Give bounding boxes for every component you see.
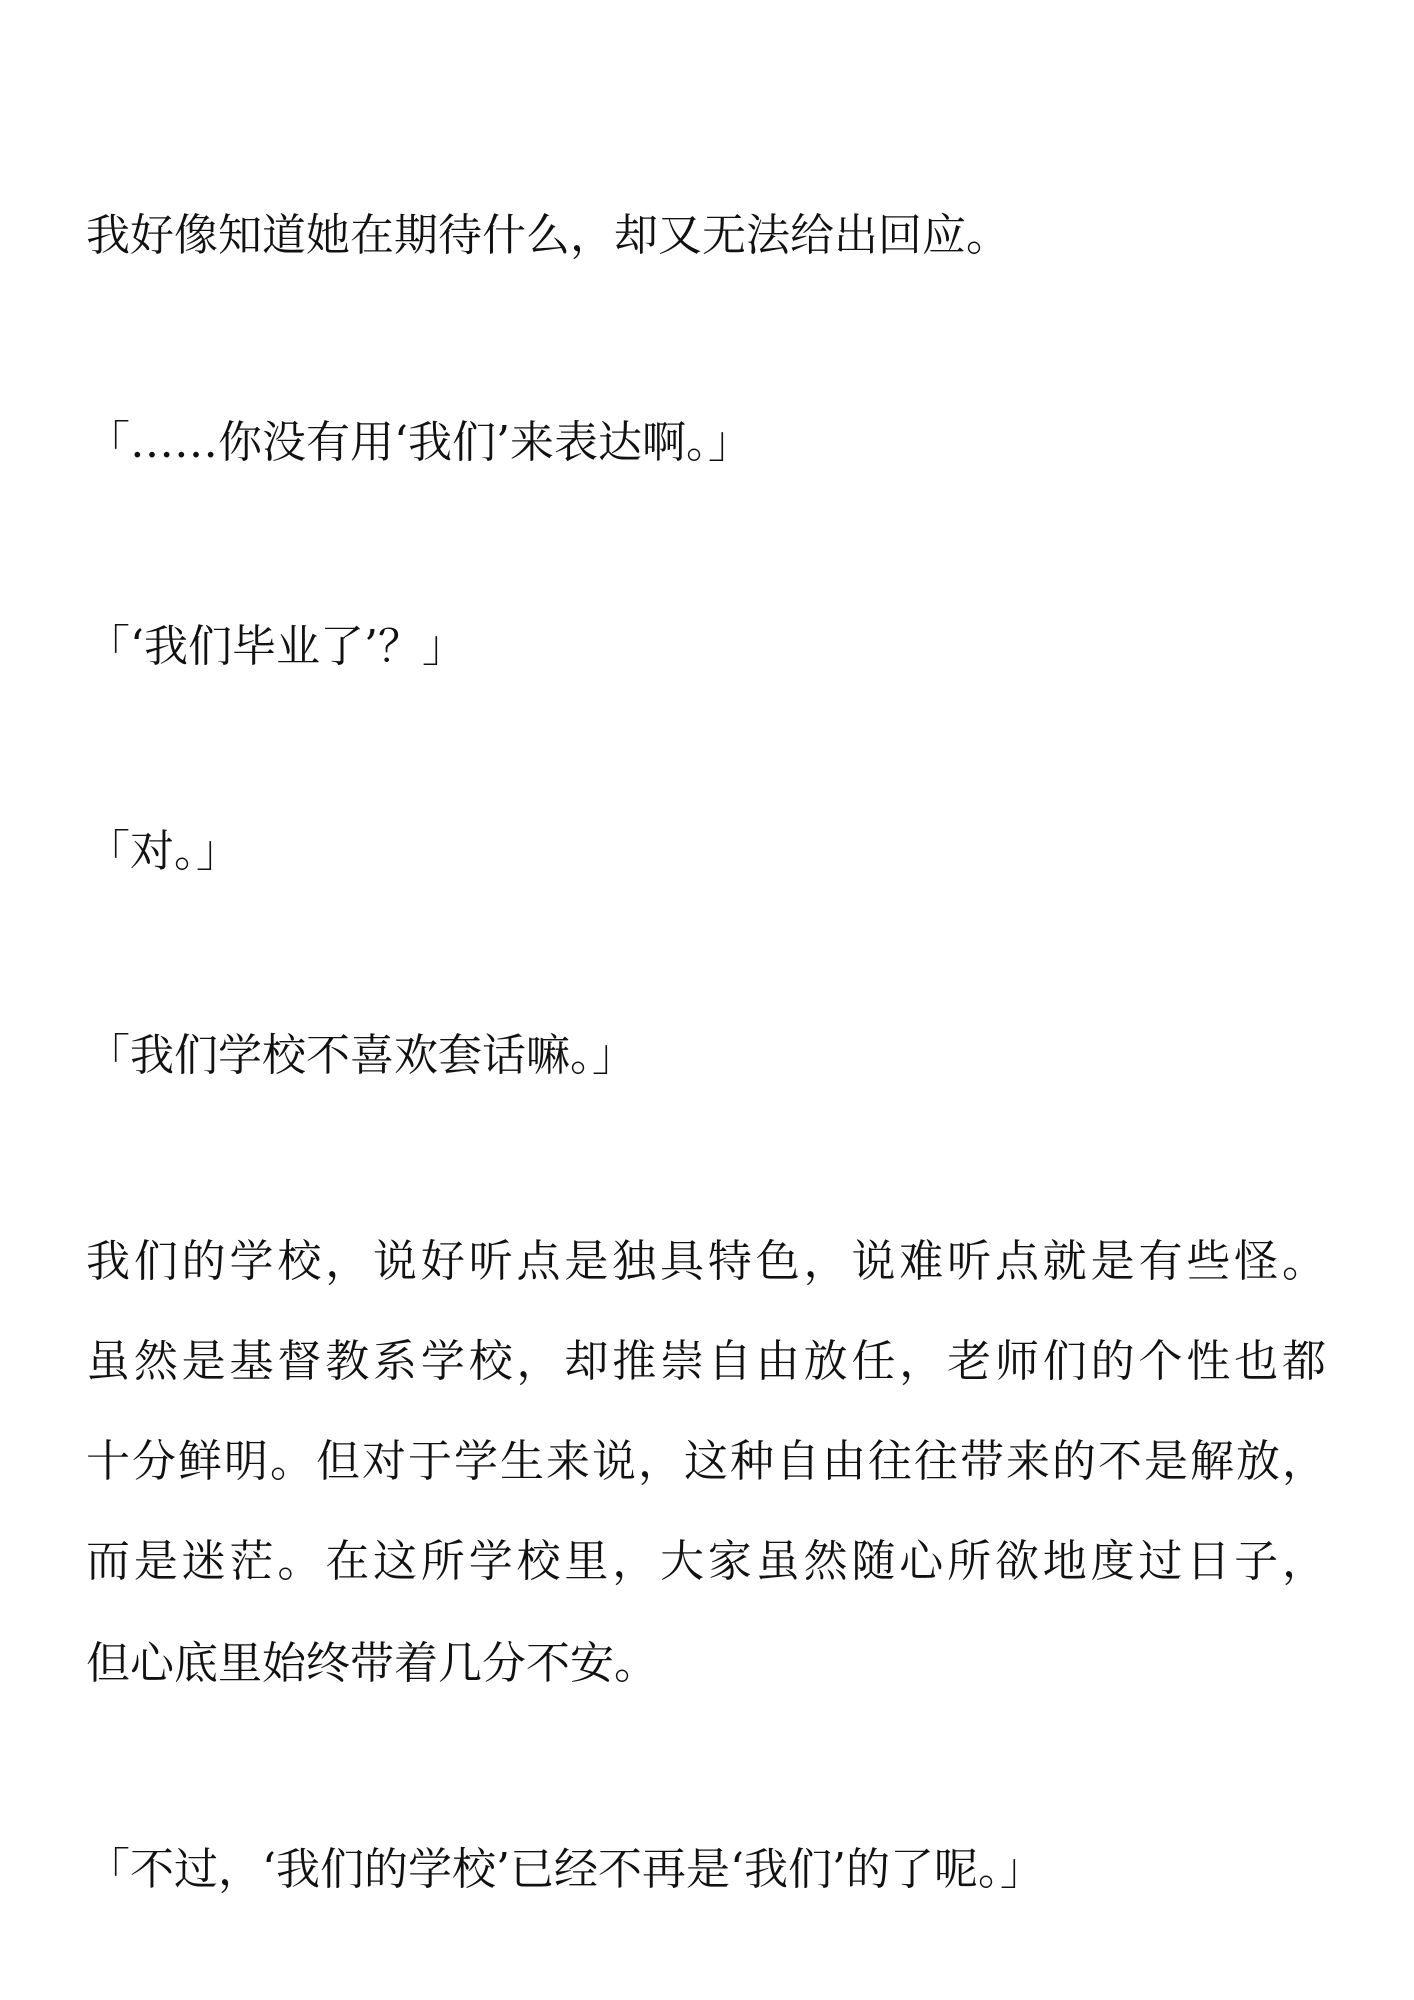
dialogue-line: 「我们学校不喜欢套话嘛。」 (86, 1030, 636, 1081)
dialogue-line: 「对。」 (86, 826, 240, 877)
paragraph-line: 而是迷茫。在这所学校里，大家虽然随心所欲地度过日子， (86, 1536, 1326, 1587)
dialogue-line: 「不过，‘我们的学校’已经不再是‘我们’的了呢。」 (86, 1844, 1044, 1895)
paragraph-line: 我们的学校，说好听点是独具特色，说难听点就是有些怪。 (86, 1236, 1326, 1287)
narration-line: 我好像知道她在期待什么，却又无法给出回应。 (86, 210, 1010, 261)
paragraph-line: 虽然是基督教系学校，却推崇自由放任，老师们的个性也都 (86, 1336, 1326, 1387)
dialogue-line: 「……你没有用‘我们’来表达啊。」 (86, 417, 752, 468)
paragraph-line: 十分鲜明。但对于学生来说，这种自由往往带来的不是解放， (86, 1436, 1326, 1487)
paragraph-line: 但心底里始终带着几分不安。 (86, 1638, 658, 1689)
dialogue-line: 「‘我们毕业了’？」 (86, 621, 466, 672)
